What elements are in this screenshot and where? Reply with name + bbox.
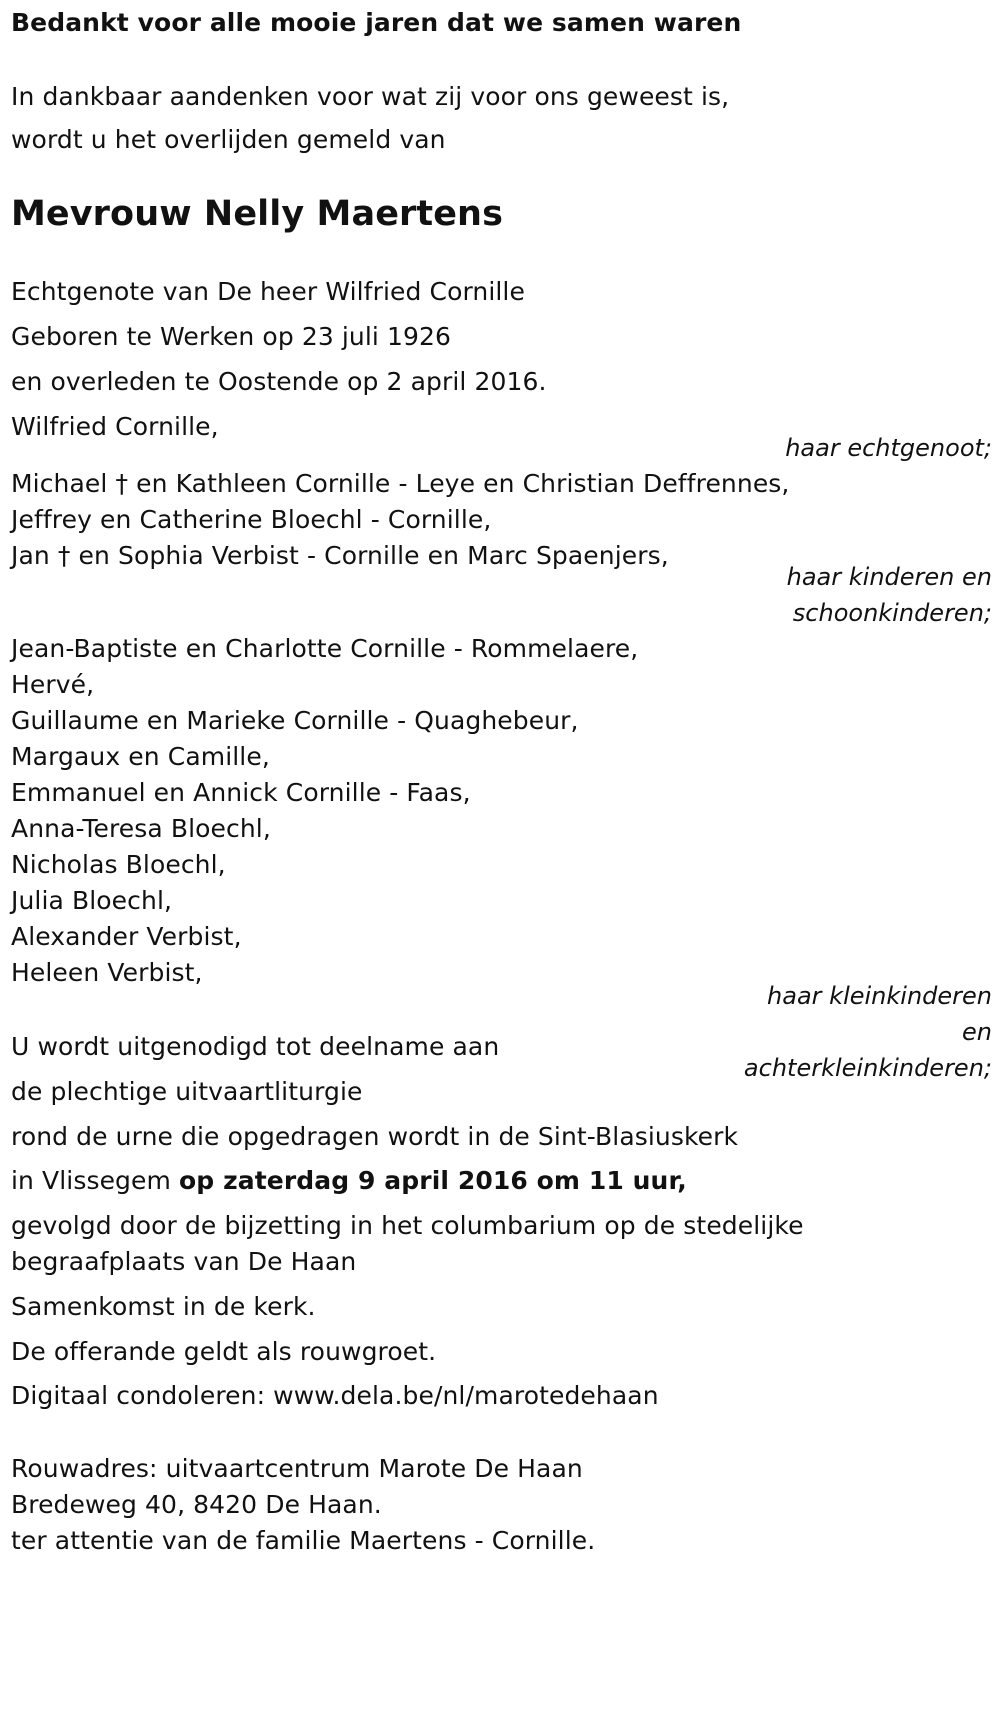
grandchild-line-9: Alexander Verbist,	[11, 922, 242, 951]
invitation-line-1: U wordt uitgenodigd tot deelname aan	[11, 1032, 500, 1061]
address-line-3: ter attentie van de familie Maertens - Cornille.	[11, 1526, 596, 1555]
children-role-2: schoonkinderen;	[792, 599, 992, 627]
address-line-1: Rouwadres: uitvaartcentrum Marote De Haan	[11, 1454, 583, 1483]
invitation-place: in Vlissegem	[11, 1166, 180, 1195]
gathering-line: Samenkomst in de kerk.	[11, 1292, 316, 1321]
invitation-line-6: begraafplaats van De Haan	[11, 1247, 357, 1276]
grandchild-line-10: Heleen Verbist,	[11, 958, 203, 987]
condolence-line: Digitaal condoleren: www.dela.be/nl/marotedehaan	[11, 1381, 659, 1410]
grandchild-line-4: Margaux en Camille,	[11, 742, 270, 771]
intro-line-2: wordt u het overlijden gemeld van	[11, 125, 446, 154]
child-line-1: Michael † en Kathleen Cornille - Leye en Christian Deffrennes,	[11, 469, 790, 498]
grandchild-line-1: Jean-Baptiste en Charlotte Cornille - Rommelaere,	[11, 634, 639, 663]
grandchildren-role-1: haar kleinkinderen	[767, 982, 992, 1010]
grandchild-line-8: Julia Bloechl,	[11, 886, 173, 915]
grandchild-line-7: Nicholas Bloechl,	[11, 850, 226, 879]
grandchild-line-6: Anna-Teresa Bloechl,	[11, 814, 271, 843]
header-text: Bedankt voor alle mooie jaren dat we samen waren	[11, 8, 742, 37]
husband-role: haar echtgenoot;	[785, 434, 992, 462]
invitation-line-4	[11, 1164, 687, 1198]
invitation-line-3: rond de urne die opgedragen wordt in de Sint-Blasiuskerk	[11, 1122, 739, 1151]
deceased-name: Mevrouw Nelly Maertens	[11, 194, 504, 234]
invitation-date-time: op zaterdag 9 april 2016 om 11 uur,	[179, 1166, 687, 1195]
grandchild-line-2: Hervé,	[11, 670, 95, 699]
invitation-line-2: de plechtige uitvaartliturgie	[11, 1077, 363, 1106]
invitation-line-5: gevolgd door de bijzetting in het columbarium op de stedelijke	[11, 1211, 804, 1240]
husband-name: Wilfried Cornille,	[11, 412, 219, 441]
spouse-line: Echtgenote van De heer Wilfried Cornille	[11, 277, 525, 306]
child-line-2: Jeffrey en Catherine Bloechl - Cornille,	[11, 505, 492, 534]
offering-line: De offerande geldt als rouwgroet.	[11, 1337, 437, 1366]
children-role-1: haar kinderen en	[786, 563, 992, 591]
grandchildren-role-3: achterkleinkinderen;	[743, 1054, 992, 1082]
died-line: en overleden te Oostende op 2 april 2016.	[11, 367, 547, 396]
grandchildren-role-2: en	[962, 1018, 992, 1046]
grandchild-line-5: Emmanuel en Annick Cornille - Faas,	[11, 778, 471, 807]
grandchild-line-3: Guillaume en Marieke Cornille - Quaghebeur,	[11, 706, 579, 735]
intro-line-1: In dankbaar aandenken voor wat zij voor ons geweest is,	[11, 82, 730, 111]
born-line: Geboren te Werken op 23 juli 1926	[11, 322, 452, 351]
address-line-2: Bredeweg 40, 8420 De Haan.	[11, 1490, 382, 1519]
child-line-3: Jan † en Sophia Verbist - Cornille en Marc Spaenjers,	[11, 541, 669, 570]
